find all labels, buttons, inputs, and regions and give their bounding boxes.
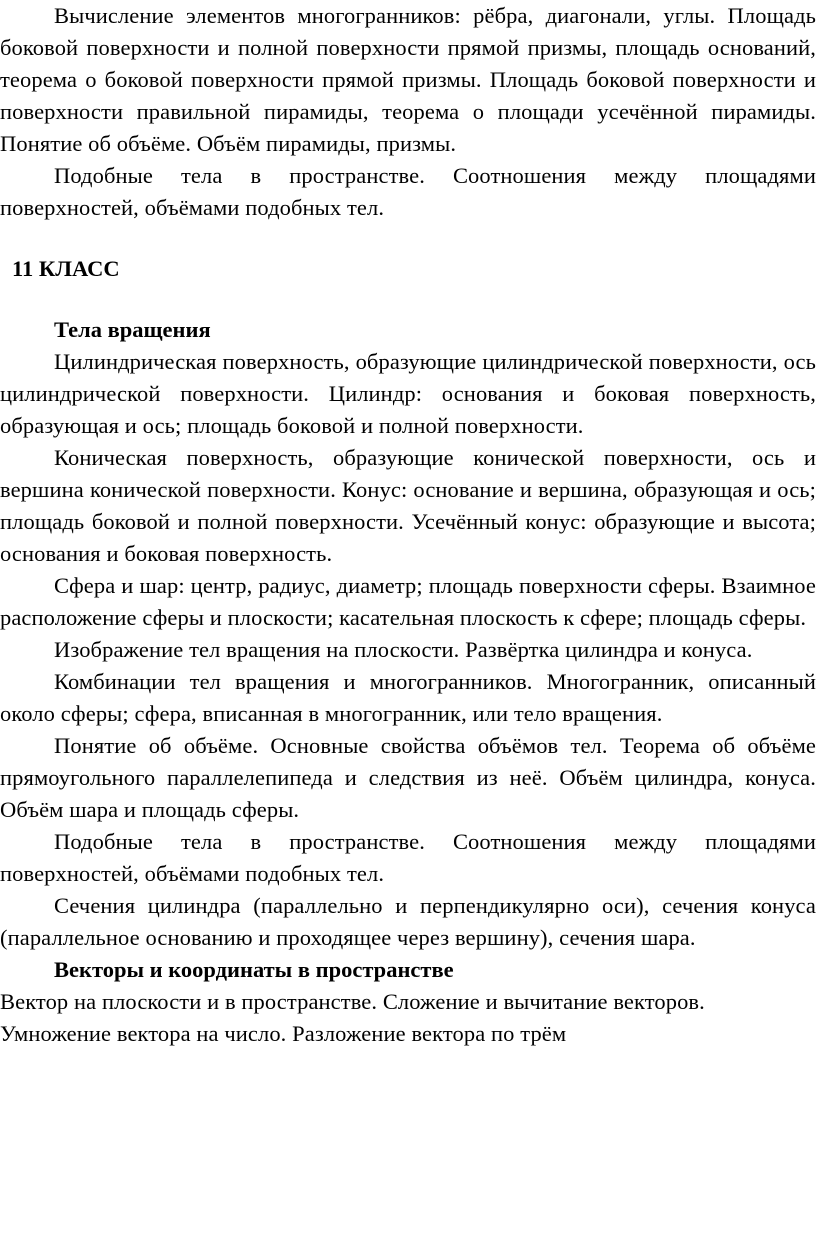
paragraph-combinations: Комбинации тел вращения и многогранников. Многогранник, описанный около сферы; сфера, вписанная в многогранник, или тело вращения.: [0, 669, 816, 726]
paragraph-polyhedra-elements: Вычисление элементов многогранников: рёбра, диагонали, углы. Площадь боковой поверхности и полной поверхности прямой призмы, площадь оснований, теорема о боковой поверхности прямой призмы. Площадь боковой поверхности и поверхности правильной пирамиды, теорема о площади усечённой пирамиды. Понятие об объёме. Объём пирамиды, призмы.: [0, 3, 816, 156]
paragraph-vectors-line2: Умножение вектора на число. Разложение вектора по трём: [0, 1021, 567, 1046]
paragraph-sections: Сечения цилиндра (параллельно и перпендикулярно оси), сечения конуса (параллельное основанию и проходящее через вершину), сечения шара.: [0, 893, 816, 950]
paragraph-conical-surface: Коническая поверхность, образующие конической поверхности, ось и вершина конической поверхности. Конус: основание и вершина, образующая и ось; площадь боковой и полной поверхности. Усечённый конус: образующие и высота; основания и боковая поверхность.: [0, 445, 816, 566]
section-title-solids-of-revolution: Тела вращения: [54, 317, 211, 342]
paragraph-vectors-line1: Вектор на плоскости и в пространстве. Сложение и вычитание векторов.: [0, 989, 705, 1014]
grade-heading: 11 КЛАСС: [12, 256, 120, 281]
spacer: [0, 285, 816, 314]
paragraph-similar-bodies: Подобные тела в пространстве. Соотношения между площадями поверхностей, объёмами подобных тел.: [0, 163, 816, 220]
section-title-vectors: Векторы и координаты в пространстве: [54, 957, 454, 982]
paragraph-cylindrical-surface: Цилиндрическая поверхность, образующие цилиндрической поверхности, ось цилиндрической поверхности. Цилиндр: основания и боковая поверхность, образующая и ось; площадь боковой и полной поверхности.: [0, 349, 816, 438]
paragraph-volume: Понятие об объёме. Основные свойства объёмов тел. Теорема об объёме прямоугольного параллелепипеда и следствия из неё. Объём цилиндра, конуса. Объём шара и площадь сферы.: [0, 733, 816, 822]
spacer: [0, 224, 816, 253]
paragraph-depiction: Изображение тел вращения на плоскости. Развёртка цилиндра и конуса.: [54, 637, 753, 662]
paragraph-sphere-and-ball: Сфера и шар: центр, радиус, диаметр; площадь поверхности сферы. Взаимное расположение сферы и плоскости; касательная плоскость к сфере; площадь сферы.: [0, 573, 816, 630]
paragraph-similar-bodies-2: Подобные тела в пространстве. Соотношения между площадями поверхностей, объёмами подобных тел.: [0, 829, 816, 886]
